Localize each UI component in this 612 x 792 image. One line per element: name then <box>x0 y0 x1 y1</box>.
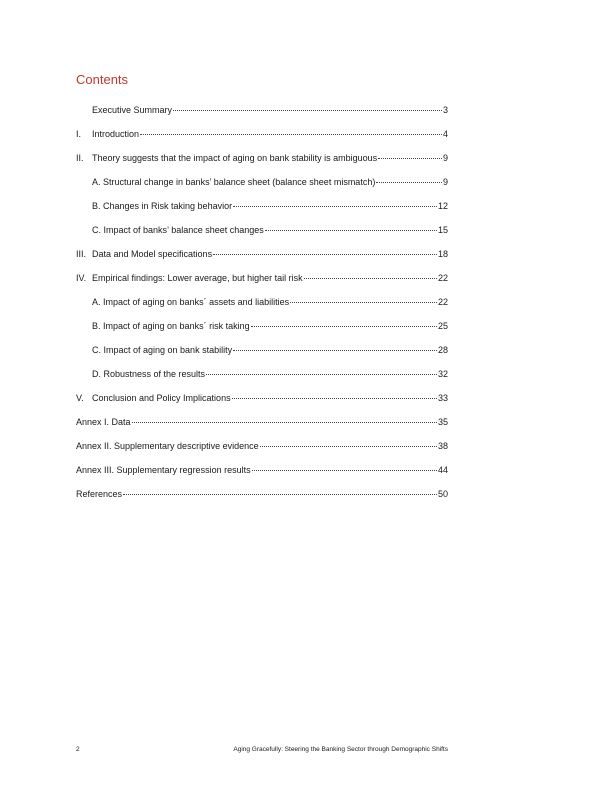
toc-entry-title: Annex I. Data <box>76 417 131 427</box>
toc-entry-title: Data and Model specifications <box>92 249 213 259</box>
toc-entry-page: 32 <box>437 369 448 379</box>
toc-entry-title: C. Impact of banks’ balance sheet changes <box>92 225 264 235</box>
toc-entry-page: 9 <box>442 177 448 187</box>
toc-entry-page: 50 <box>437 489 448 499</box>
toc-list <box>76 103 448 511</box>
toc-entry-page: 44 <box>437 465 448 475</box>
toc-entry-page: 22 <box>437 297 448 307</box>
dot-leader <box>252 470 437 471</box>
dot-leader <box>206 374 437 375</box>
toc-entry[interactable] <box>76 391 448 415</box>
toc-entry-title: Empirical findings: Lower average, but higher tail risk <box>92 273 303 283</box>
toc-entry-title: A. Impact of aging on banks´ assets and liabilities <box>92 297 290 307</box>
toc-subentry[interactable] <box>76 199 448 223</box>
toc-entry-title: A. Structural change in banks’ balance sheet (balance sheet mismatch) <box>92 177 376 187</box>
toc-entry[interactable] <box>76 127 448 151</box>
dot-leader <box>233 350 437 351</box>
toc-entry-page: 35 <box>437 417 448 427</box>
toc-entry-page: 9 <box>442 153 448 163</box>
dot-leader <box>304 278 437 279</box>
toc-entry[interactable] <box>76 487 448 511</box>
toc-subentry[interactable] <box>76 295 448 319</box>
toc-entry[interactable] <box>76 439 448 463</box>
toc-subentry[interactable] <box>76 367 448 391</box>
dot-leader <box>132 422 437 423</box>
toc-entry-title: C. Impact of aging on bank stability <box>92 345 233 355</box>
toc-entry-number: V. <box>76 393 84 403</box>
toc-entry-title: B. Changes in Risk taking behavior <box>92 201 233 211</box>
dot-leader <box>173 110 442 111</box>
toc-subentry[interactable] <box>76 223 448 247</box>
toc-entry-number: II. <box>76 153 84 163</box>
toc-entry-page: 12 <box>437 201 448 211</box>
toc-entry-number: III. <box>76 249 87 259</box>
footer-running-title: Aging Gracefully: Steering the Banking Sector through Demographic Shifts <box>233 746 448 753</box>
toc-entry-page: 38 <box>437 441 448 451</box>
dot-leader <box>265 230 437 231</box>
toc-entry-page: 22 <box>437 273 448 283</box>
toc-entry[interactable] <box>76 271 448 295</box>
toc-entry-title: Introduction <box>92 129 140 139</box>
toc-heading: Contents <box>76 72 129 87</box>
toc-entry-number: IV. <box>76 273 87 283</box>
toc-entry-title: D. Robustness of the results <box>92 369 206 379</box>
dot-leader <box>213 254 437 255</box>
toc-subentry[interactable] <box>76 175 448 199</box>
toc-entry-title: Conclusion and Policy Implications <box>92 393 231 403</box>
toc-entry-page: 28 <box>437 345 448 355</box>
toc-entry-page: 25 <box>437 321 448 331</box>
toc-entry-title: B. Impact of aging on banks´ risk taking <box>92 321 250 331</box>
dot-leader <box>378 158 442 159</box>
toc-entry[interactable] <box>76 247 448 271</box>
toc-entry[interactable] <box>76 415 448 439</box>
dot-leader <box>376 182 442 183</box>
toc-entry-title: Annex II. Supplementary descriptive evidence <box>76 441 259 451</box>
dot-leader <box>233 206 437 207</box>
toc-subentry[interactable] <box>76 343 448 367</box>
dot-leader <box>140 134 442 135</box>
toc-entry-number: I. <box>76 129 82 139</box>
dot-leader <box>290 302 437 303</box>
toc-entry[interactable] <box>76 151 448 175</box>
footer-page-number: 2 <box>76 746 80 753</box>
toc-entry-page: 3 <box>442 105 448 115</box>
toc-subentry[interactable] <box>76 319 448 343</box>
toc-entry-page: 4 <box>442 129 448 139</box>
toc-entry-title: Executive Summary <box>92 105 173 115</box>
toc-entry[interactable] <box>76 463 448 487</box>
toc-entry-page: 33 <box>437 393 448 403</box>
toc-entry[interactable] <box>76 103 448 127</box>
dot-leader <box>251 326 437 327</box>
toc-entry-title: Theory suggests that the impact of aging on bank stability is ambiguous <box>92 153 378 163</box>
dot-leader <box>232 398 437 399</box>
toc-entry-page: 18 <box>437 249 448 259</box>
toc-entry-page: 15 <box>437 225 448 235</box>
dot-leader <box>123 494 437 495</box>
dot-leader <box>260 446 437 447</box>
toc-entry-title: References <box>76 489 123 499</box>
toc-entry-title: Annex III. Supplementary regression results <box>76 465 251 475</box>
